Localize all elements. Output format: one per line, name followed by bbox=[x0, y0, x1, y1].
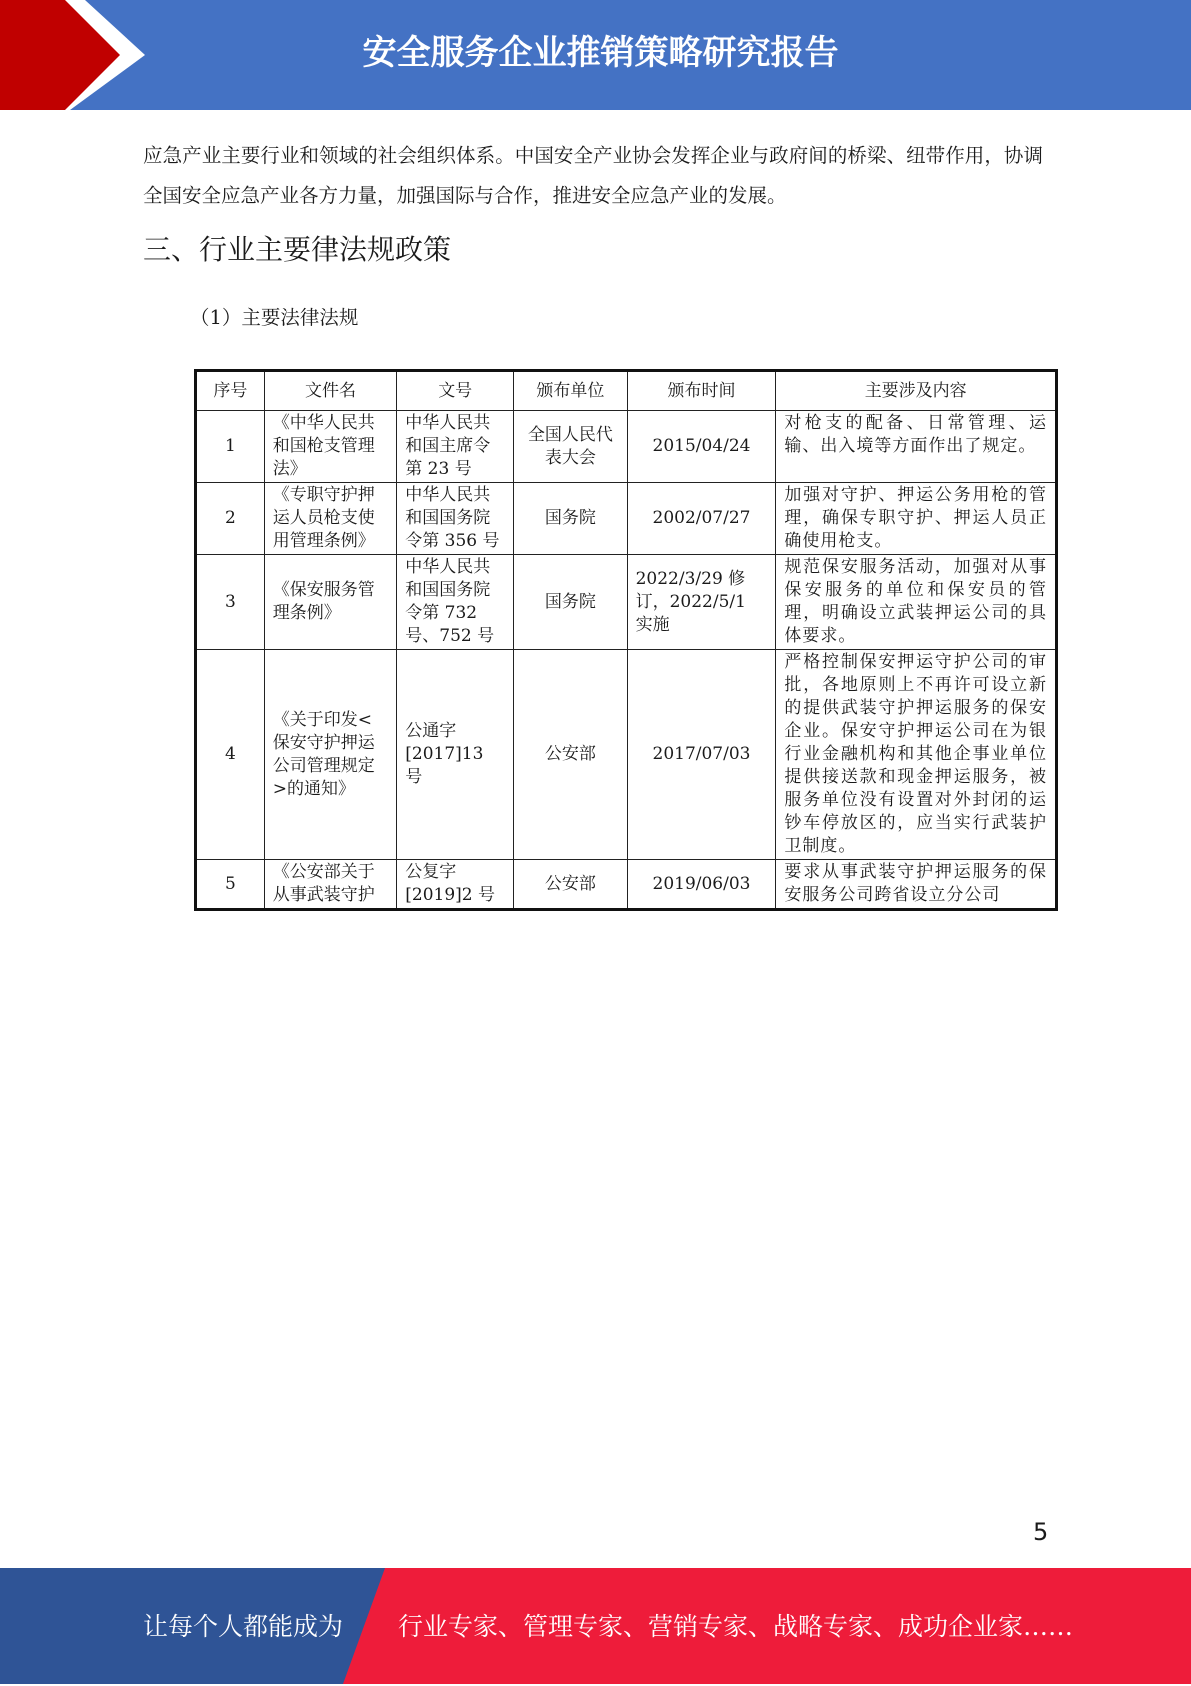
cell-issuer: 国务院 bbox=[514, 555, 627, 650]
footer-slogan-left: 让每个人都能成为 bbox=[143, 1612, 344, 1641]
cell-date: 2019/06/03 bbox=[627, 860, 776, 910]
table-row bbox=[196, 860, 1057, 910]
cell-issuer: 国务院 bbox=[514, 483, 627, 555]
table-row bbox=[196, 483, 1057, 555]
cell-issuer: 公安部 bbox=[514, 860, 627, 910]
cell-index: 1 bbox=[196, 411, 265, 483]
cell-date: 2022/3/29 修订，2022/5/1 实施 bbox=[627, 555, 776, 650]
table-row bbox=[196, 650, 1057, 860]
sub-heading: （1）主要法律法规 bbox=[190, 306, 359, 329]
footer-banner bbox=[0, 1568, 1191, 1684]
header-cell-issuer: 颁布单位 bbox=[514, 371, 627, 411]
cell-content: 对枪支的配备、日常管理、运输、出入境等方面作出了规定。 bbox=[776, 411, 1057, 483]
laws-table bbox=[194, 369, 1058, 911]
cell-document: 《关于印发<保安守护押运公司管理规定>的通知》 bbox=[264, 650, 396, 860]
cell-document: 《公安部关于从事武装守护 bbox=[264, 860, 396, 910]
footer-slogan-right: 行业专家、管理专家、营销专家、战略专家、成功企业家…… bbox=[398, 1612, 1074, 1641]
cell-number: 中华人民共和国国务院令第 356 号 bbox=[397, 483, 514, 555]
cell-document: 《保安服务管理条例》 bbox=[264, 555, 396, 650]
cell-date: 2002/07/27 bbox=[627, 483, 776, 555]
header-cell-content: 主要涉及内容 bbox=[776, 371, 1057, 411]
cell-document: 《专职守护押运人员枪支使用管理条例》 bbox=[264, 483, 396, 555]
cell-index: 3 bbox=[196, 555, 265, 650]
cell-content: 规范保安服务活动，加强对从事保安服务的单位和保安员的管理，明确设立武装押运公司的具体要求。 bbox=[776, 555, 1057, 650]
cell-date: 2015/04/24 bbox=[627, 411, 776, 483]
cell-number: 公复字[2019]2 号 bbox=[397, 860, 514, 910]
cell-content: 加强对守护、押运公务用枪的管理，确保专职守护、押运人员正确使用枪支。 bbox=[776, 483, 1057, 555]
page-number: 5 bbox=[1033, 1518, 1049, 1546]
cell-number: 公通字[2017]13 号 bbox=[397, 650, 514, 860]
cell-index: 5 bbox=[196, 860, 265, 910]
header-banner bbox=[0, 0, 1191, 110]
cell-date: 2017/07/03 bbox=[627, 650, 776, 860]
table-row bbox=[196, 555, 1057, 650]
report-title: 安全服务企业推销策略研究报告 bbox=[362, 33, 839, 73]
cell-number: 中华人民共和国主席令第 23 号 bbox=[397, 411, 514, 483]
cell-document: 《中华人民共和国枪支管理法》 bbox=[264, 411, 396, 483]
header-cell-number: 文号 bbox=[397, 371, 514, 411]
cell-index: 4 bbox=[196, 650, 265, 860]
table-header-row bbox=[196, 371, 1057, 411]
header-cell-date: 颁布时间 bbox=[627, 371, 776, 411]
cell-content: 要求从事武装守护押运服务的保安服务公司跨省设立分公司 bbox=[776, 860, 1057, 910]
cell-issuer: 公安部 bbox=[514, 650, 627, 860]
intro-paragraph: 应急产业主要行业和领域的社会组织体系。中国安全产业协会发挥企业与政府间的桥梁、纽带作用，协调全国安全应急产业各方力量，加强国际与合作，推进安全应急产业的发展。 bbox=[143, 144, 1043, 207]
cell-number: 中华人民共和国国务院令第 732 号、752 号 bbox=[397, 555, 514, 650]
header-cell-document: 文件名 bbox=[264, 371, 396, 411]
cell-issuer: 全国人民代表大会 bbox=[514, 411, 627, 483]
table-row bbox=[196, 411, 1057, 483]
header-cell-index: 序号 bbox=[196, 371, 265, 411]
section-heading: 三、行业主要律法规政策 bbox=[143, 233, 452, 266]
cell-index: 2 bbox=[196, 483, 265, 555]
cell-content: 严格控制保安押运守护公司的审批，各地原则上不再许可设立新的提供武装守护押运服务的保安企业。保安守护押运公司在为银行业金融机构和其他企事业单位提供接送款和现金押运服务，被服务单位没有设置对外封闭的运钞车停放区的，应当实行武装护卫制度。 bbox=[776, 650, 1057, 860]
